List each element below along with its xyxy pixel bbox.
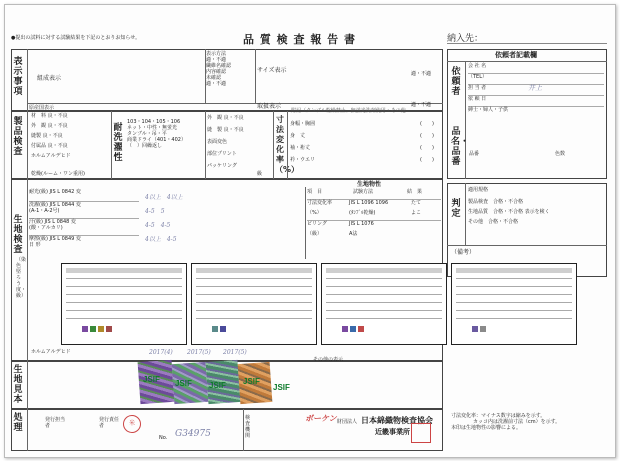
- jsif-label: JSIF: [209, 381, 226, 390]
- ok-ng: 良・不良: [223, 115, 244, 121]
- number-label: No.: [159, 435, 168, 441]
- wash-method: 103・104・105・106: [127, 119, 181, 125]
- display-section-label: 表示事項: [13, 57, 23, 97]
- delivery-destination-label: 納入先：: [447, 34, 484, 44]
- prop-method: (ﾀﾝﾌﾞﾙ乾燥): [349, 210, 376, 216]
- grade-label: 級: [257, 171, 263, 177]
- judge-criteria: 適用規格: [468, 187, 489, 193]
- method-header: 表示方法: [206, 51, 227, 57]
- size-label: サイズ表示: [257, 67, 287, 74]
- client-company: 会 社 名: [468, 63, 604, 74]
- wash-label: 耐洗濯性: [113, 123, 123, 163]
- footnote-line: 寸法変化率：マイナス数字は縮みを示す。: [451, 413, 546, 419]
- handling-sub: 附記（タンブル乾燥禁止、無蛍光洗剤使用・その他: [291, 108, 406, 114]
- divider: [447, 61, 607, 62]
- number-value: G34975: [175, 429, 211, 439]
- swatch-hand-note: 2017(5): [187, 349, 211, 356]
- divider: [465, 183, 466, 245]
- dim-row-sleeve: 袖・裄丈: [290, 145, 311, 151]
- divider: [111, 111, 112, 179]
- ok-ng: 良・不良: [223, 127, 244, 133]
- client-rows: [468, 63, 604, 117]
- ok-ng: 良・不良: [47, 143, 68, 149]
- wash-methods: [127, 119, 203, 149]
- client-side-label: 依頼者: [451, 67, 461, 97]
- fabric-row-sub: 日 形: [29, 242, 41, 248]
- wash-method: ネット・中性・無蛍光: [127, 125, 178, 131]
- divider: [243, 409, 244, 451]
- dim-row-chest: 身幅・胸囲: [290, 121, 316, 127]
- jsif-label: JSIF: [143, 375, 160, 384]
- fabric-section-label: 生地検査: [13, 215, 23, 255]
- divider: [27, 409, 28, 451]
- attached-sheet-thumbnail: [451, 263, 577, 345]
- client-person-hand: 井上: [528, 84, 542, 92]
- judge-rating: 合格・不合格: [493, 209, 524, 215]
- properties-header: 生地物性: [357, 181, 382, 188]
- prop-result: よこ: [411, 210, 422, 216]
- other-display-label: その他の表示: [313, 357, 344, 363]
- hand-value: 4以上: [145, 194, 161, 201]
- properties-table: [307, 189, 441, 241]
- dimension-rows: 身幅・胸囲 ( ) 身 丈 ( ) 袖・裄丈 ( ) 衿・ウエリ ( ): [290, 121, 434, 163]
- client-box-title: 依頼者記載欄: [495, 51, 537, 59]
- dim-row-collar: 衿・ウエリ: [290, 157, 316, 163]
- report-title: 品 質 検 査 報 告 書: [243, 33, 356, 46]
- prop-method: A法: [349, 231, 358, 237]
- fabric-row-test: JIS L 0842: [49, 189, 75, 195]
- wash-method: タンブル・吊・平: [127, 131, 167, 137]
- check-sewing: 縫 製: [207, 127, 223, 133]
- check-pucker: パッケリング: [207, 163, 237, 169]
- divider: [205, 111, 206, 179]
- divider: [255, 49, 256, 103]
- divider: [27, 103, 443, 104]
- check-print: 部位プリント: [207, 151, 237, 157]
- product-number-label: 品番: [469, 151, 480, 157]
- prop-header-result: 結 果: [407, 189, 423, 195]
- footnote-line: 本印は生地物性の影響による。: [451, 425, 522, 431]
- prop-item: 寸法変化率: [307, 200, 333, 206]
- fabric-row-kind: 変: [75, 236, 81, 242]
- product-name-side-label: 品名・品番: [451, 127, 470, 167]
- jsif-label: JSIF: [273, 383, 290, 392]
- row-material: 材 料: [31, 113, 47, 119]
- swatch-hand-note: 2017(4): [149, 349, 173, 356]
- ok-ng: 良・不良: [47, 113, 68, 119]
- foundation-label: 財団法人: [337, 419, 358, 425]
- fabric-rows: [29, 189, 139, 252]
- fabric-row-test: JIS L 0844: [49, 202, 75, 208]
- fabric-row-test: JIS L 0849: [49, 236, 75, 242]
- fabric-row-kind: 変: [70, 219, 76, 225]
- company-name: 日本綿織物検査協会: [361, 416, 433, 425]
- issuer-label: 発行担当者: [45, 417, 66, 429]
- wash-method: （ ）回繰返し: [127, 143, 163, 149]
- top-note: ●提出の試料に対する試験結果を下記のとおりお知らせ。: [11, 35, 141, 41]
- ok-ng: 良・不良: [42, 133, 63, 139]
- client-category: 紳士・婦人・子供: [468, 107, 509, 113]
- size-fit: 適・不適: [411, 71, 432, 77]
- client-tel: （TEL）: [468, 74, 604, 85]
- fabric-row-kind: 変: [75, 189, 81, 195]
- prop-item: （級）: [307, 231, 323, 237]
- fabric-row-sub: (酸・アルカリ): [29, 225, 63, 231]
- divider: [27, 179, 28, 361]
- handling-fit: 適・不適: [411, 102, 432, 108]
- check-appearance: 外 観: [207, 115, 223, 121]
- jsif-label: JSIF: [175, 379, 192, 388]
- judge-row: 製品検査: [468, 199, 489, 205]
- process-section-label: 処理: [13, 413, 23, 433]
- fabric-row-kind: 変: [75, 202, 81, 208]
- check-color: 表面変色: [207, 139, 228, 145]
- delivery-underline: [447, 43, 607, 44]
- formaldehyde-label: ホルムアルデヒド: [31, 349, 71, 355]
- judge-row: その他: [468, 219, 484, 225]
- fabric-row-name: 耐光(級): [29, 189, 48, 195]
- product-section-label: 製品検査: [13, 117, 23, 157]
- color-count-label: 色数: [555, 151, 566, 157]
- dry-label: 乾燥(ルーム・ワン重用): [31, 171, 85, 177]
- hand-value: 4以上: [166, 194, 183, 201]
- composition-label: 組成表示: [37, 75, 62, 82]
- method-fit-2: 適・不適: [206, 81, 227, 87]
- swatch-hand-note: 2017(5): [223, 349, 247, 356]
- divider: [273, 111, 274, 179]
- prop-header-method: 試験方法: [353, 189, 374, 195]
- attached-sheet-thumbnail: [61, 263, 187, 345]
- wash-method: 商業ドライ（401・402）: [127, 137, 186, 143]
- fabric-section-sub: （染色堅ろう度・級）: [16, 257, 27, 299]
- product-rows: [31, 113, 111, 163]
- swatch-section-label: 生地見本: [13, 365, 23, 405]
- prop-method: JIS L 1076: [349, 221, 374, 227]
- report-sheet: [4, 4, 616, 458]
- handwritten-grades: [145, 191, 305, 247]
- fabric-row-name: 洗濯(級): [29, 202, 48, 208]
- responsible-label: 発行責任者: [99, 417, 120, 429]
- row-sewing: 縫製: [31, 133, 42, 139]
- dim-row-length: 身 丈: [290, 133, 306, 139]
- hand-value: 4-5: [166, 236, 177, 243]
- judge-row: 生地品質: [468, 209, 489, 215]
- divider: [27, 361, 28, 409]
- row-appearance: 外 観: [31, 123, 47, 129]
- method-fit: 適・不適: [206, 57, 227, 63]
- prop-result: たて: [411, 200, 422, 206]
- wash-checks: [207, 115, 267, 175]
- divider: [27, 49, 28, 111]
- client-person: 担 当 者: [468, 85, 487, 91]
- client-date: 依 頼 日: [468, 96, 604, 107]
- divider: [305, 187, 306, 259]
- ok-ng: 良・不良: [47, 123, 68, 129]
- hand-value: 5: [160, 208, 165, 215]
- judge-rating: 表示を検く: [524, 209, 550, 215]
- prop-item: ピリング: [307, 221, 327, 227]
- fabric-row-sub: (A-1・A-2号): [29, 208, 60, 214]
- hand-value: 4-5: [145, 222, 155, 229]
- company-seal: [411, 423, 431, 443]
- dimension-change-label: 寸法変化率（%）: [275, 115, 300, 174]
- judge-rows: [468, 187, 604, 229]
- agency-label: 検査機関: [245, 415, 251, 439]
- prop-item: （%）: [307, 210, 322, 216]
- attached-sheet-thumbnail: [191, 263, 317, 345]
- method-content: 内容確認: [206, 69, 227, 75]
- prop-method: JIS L 1096 1096: [349, 200, 389, 206]
- hand-value: 4-5: [160, 222, 171, 229]
- divider: [27, 111, 28, 179]
- divider: [465, 61, 466, 179]
- judge-pass: 合格・不合格: [493, 199, 524, 205]
- hand-value: 4-5: [145, 208, 155, 215]
- handling-label: 取扱表示: [257, 103, 282, 110]
- footnote: [451, 413, 605, 431]
- method-fiber: 繊維名確認: [206, 63, 232, 69]
- attached-sheet-thumbnail: [321, 263, 447, 345]
- method-unconfirmed: 未確認: [206, 75, 222, 81]
- office-name: 近畿事業所: [375, 428, 410, 436]
- origin-label: 原産国表示: [29, 105, 55, 111]
- seal-stamp: 米: [123, 415, 141, 433]
- judge-pass: 合格・不合格: [488, 219, 519, 225]
- footnote-line: カッコ内は洗濯前寸法（cm）を示す。: [473, 419, 561, 425]
- row-accessory: 付属品: [31, 143, 47, 149]
- row-formaldehyde: ホルムアルデヒド: [31, 153, 71, 159]
- boken-logo: ボーケン: [305, 414, 337, 423]
- divider: [287, 111, 288, 179]
- display-method-box: [206, 51, 254, 87]
- fabric-row-name: 摩擦(級): [29, 236, 48, 242]
- hand-value: 4以上: [145, 236, 161, 243]
- jsif-label: JSIF: [243, 377, 260, 386]
- divider: [447, 245, 607, 246]
- remarks-label: （備考）: [451, 249, 476, 256]
- prop-header-item: 項 目: [307, 189, 323, 195]
- judge-side-label: 判定: [451, 199, 461, 219]
- fabric-row-test: JIS L 0848: [44, 219, 70, 225]
- fabric-row-name: 汗(級): [29, 219, 43, 225]
